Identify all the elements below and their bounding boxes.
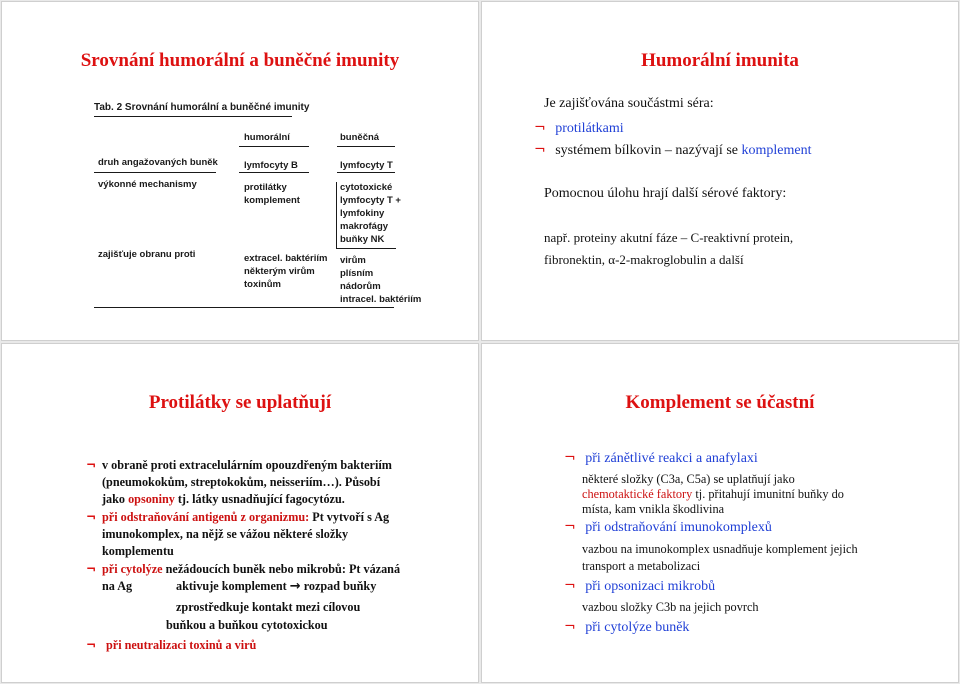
scanned-comparison-table bbox=[94, 102, 422, 324]
table-cell: lymfocyty T + bbox=[340, 195, 401, 206]
bullet-item bbox=[564, 578, 715, 595]
text-line: fibronektin, α-2-makroglobulin a další bbox=[544, 252, 744, 267]
table-rule bbox=[94, 172, 216, 173]
text-line: transport a metabolizaci bbox=[582, 559, 701, 573]
text-segment: Pt vytvoří s Ag bbox=[309, 510, 390, 524]
arrow-icon: → bbox=[289, 579, 301, 594]
table-rule bbox=[94, 307, 394, 308]
text-highlight: při cytolýze bbox=[102, 562, 163, 576]
bullet-icon: ¬ bbox=[564, 578, 576, 594]
bullet-text: při odstraňování imunokomplexů bbox=[585, 520, 772, 535]
text-line bbox=[582, 487, 844, 502]
text-line: zprostředkuje kontakt mezi cílovou bbox=[176, 600, 361, 614]
text-segment: tj. přitahují imunitní buňky do bbox=[692, 487, 844, 501]
text-highlight: při neutralizaci toxinů a virů bbox=[106, 638, 257, 652]
table-cell: cytotoxické bbox=[340, 182, 393, 193]
col-header-cellular: buněčná bbox=[340, 132, 380, 143]
text-segment: nežádoucích buněk nebo mikrobů: bbox=[162, 562, 346, 576]
bullet-text: při cytolýze buněk bbox=[585, 620, 690, 635]
table-cell: intracel. baktériím bbox=[340, 294, 422, 305]
slide-title: Srovnání humorální a buněčné imunity bbox=[80, 50, 400, 71]
bullet-icon: ¬ bbox=[564, 619, 576, 635]
bullet-icon: ¬ bbox=[86, 510, 97, 524]
text-segment: Pt vázaná bbox=[345, 562, 401, 576]
text-line: např. proteiny akutní fáze – C-reaktivní protein, bbox=[544, 230, 794, 245]
bullet-item bbox=[564, 619, 689, 636]
text-highlight: při odstraňování antigenů z organizmu: bbox=[102, 510, 310, 524]
text-line bbox=[102, 562, 400, 577]
text-segment: tj. látky usnadňující fagocytózu. bbox=[174, 492, 345, 506]
bullet-icon: ¬ bbox=[86, 458, 97, 472]
text-line: některé složky (C3a, C5a) se uplatňují jako bbox=[582, 472, 795, 486]
slide-antibodies bbox=[1, 343, 479, 683]
bullet-icon: ¬ bbox=[86, 562, 97, 576]
table-cell: makrofágy bbox=[340, 221, 389, 232]
table-cell: protilátky bbox=[244, 182, 287, 193]
text-line: (pneumokokům, streptokokům, neisseriím…). Působí bbox=[102, 475, 381, 489]
text-segment: rozpad buňky bbox=[303, 579, 377, 593]
table-cell: nádorům bbox=[340, 281, 381, 292]
text-line: imunokomplex, na nějž se vážou některé složky bbox=[102, 527, 349, 541]
bullet-item bbox=[564, 450, 758, 467]
table-cell: buňky NK bbox=[340, 234, 385, 245]
text-highlight: chemotaktické faktory bbox=[582, 487, 693, 501]
text-line: v obraně proti extracelulárním opouzdřeným bakteriím bbox=[102, 458, 392, 472]
table-caption: Tab. 2 Srovnání humorální a buněčné imunity bbox=[94, 102, 310, 113]
slide-complement bbox=[481, 343, 959, 683]
table-cell: některým virům bbox=[244, 266, 315, 277]
table-cell: lymfokiny bbox=[340, 208, 385, 219]
slide-humoral-immunity bbox=[481, 1, 959, 341]
bullet-text: při opsonizaci mikrobů bbox=[585, 579, 716, 594]
text-line: Pomocnou úlohu hrají další sérové faktory: bbox=[544, 186, 787, 201]
row-label: druh angažovaných buněk bbox=[98, 157, 218, 168]
col-header-humoral: humorální bbox=[244, 132, 290, 143]
text-line bbox=[102, 510, 389, 525]
slide-title: Humorální imunita bbox=[641, 50, 799, 71]
text-segment: aktivuje komplement bbox=[176, 579, 287, 593]
table-rule bbox=[239, 172, 309, 173]
bullet-icon: ¬ bbox=[534, 120, 546, 136]
table-cell: virům bbox=[340, 255, 366, 266]
bullet-item bbox=[534, 120, 624, 137]
table-rule bbox=[94, 116, 292, 117]
table-cell: lymfocyty T bbox=[340, 160, 393, 171]
table-cell: komplement bbox=[244, 195, 300, 206]
table-cell: extracel. baktériím bbox=[244, 253, 328, 264]
table-cell: toxinům bbox=[244, 279, 281, 290]
text-line: buňkou a buňkou cytotoxickou bbox=[166, 618, 328, 632]
bullet-text: systémem bílkovin – nazývají se bbox=[555, 143, 742, 158]
bullet-item bbox=[564, 519, 772, 536]
text-line: vazbou na imunokomplex usnadňuje komplement jejich bbox=[582, 542, 858, 556]
bullet-item bbox=[534, 142, 811, 159]
text-line: komplementu bbox=[102, 544, 174, 558]
table-rule bbox=[337, 172, 395, 173]
table-rule bbox=[336, 182, 337, 248]
text-line: Je zajišťována součástmi séra: bbox=[544, 96, 714, 111]
bullet-icon: ¬ bbox=[534, 142, 546, 158]
slide-title: Protilátky se uplatňují bbox=[148, 392, 332, 413]
text-highlight: opsoniny bbox=[128, 492, 175, 506]
table-cell: plísním bbox=[340, 268, 374, 279]
table-cell: lymfocyty B bbox=[244, 160, 298, 171]
slide-comparison bbox=[1, 1, 479, 341]
slide-title: Komplement se účastní bbox=[625, 392, 815, 413]
bullet-text-highlight: komplement bbox=[741, 143, 812, 158]
bullet-icon: ¬ bbox=[564, 519, 576, 535]
row-label: zajišťuje obranu proti bbox=[98, 249, 196, 260]
text-line bbox=[102, 492, 345, 507]
text-line: místa, kam vnikla škodlivina bbox=[582, 502, 725, 516]
text-line bbox=[176, 579, 376, 594]
table-rule bbox=[336, 248, 396, 249]
text-segment: jako bbox=[102, 492, 129, 506]
text-line: na Ag bbox=[102, 579, 133, 593]
row-label: výkonné mechanismy bbox=[98, 179, 197, 190]
bullet-text: při zánětlivé reakci a anafylaxi bbox=[585, 451, 758, 466]
bullet-text: protilátkami bbox=[555, 121, 624, 136]
text-line: vazbou složky C3b na jejich povrch bbox=[582, 600, 759, 614]
table-rule bbox=[239, 146, 309, 147]
bullet-icon: ¬ bbox=[564, 450, 576, 466]
table-rule bbox=[337, 146, 395, 147]
bullet-icon: ¬ bbox=[86, 638, 97, 652]
